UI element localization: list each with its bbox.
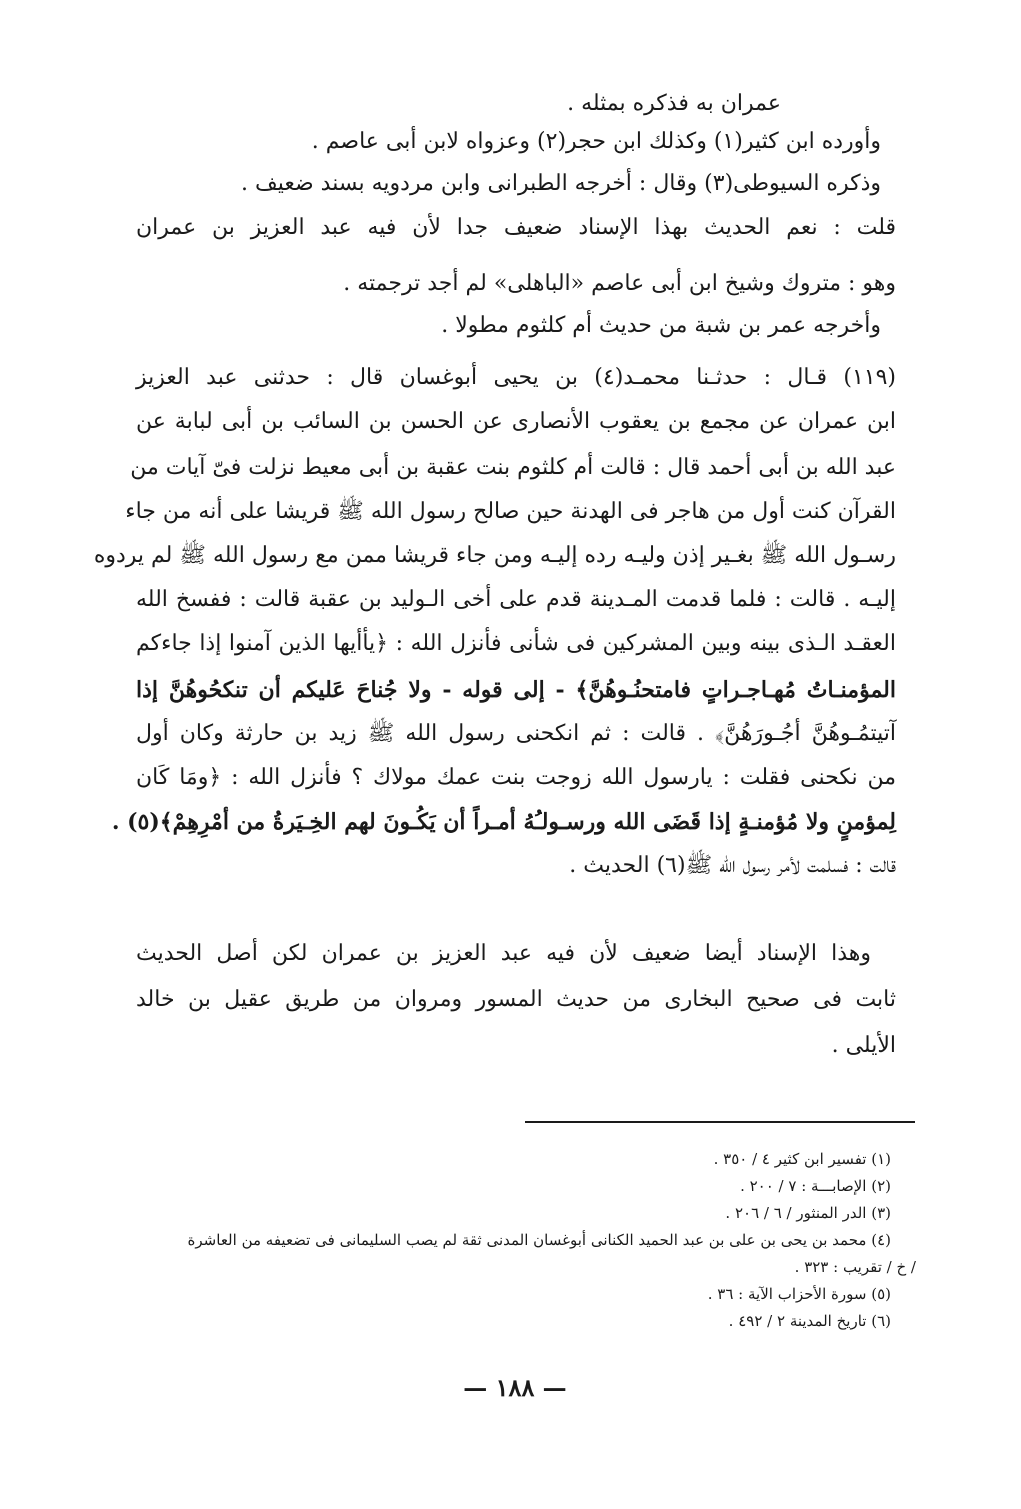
body-line-13: العقـد الـذى بينه وبين المشركين فى شأنى فأنزل الله : ﴿يأأيها الذين آمنوا إذا جاءكم [136,631,896,656]
body-line-2: وأورده ابن كثير(١) وكذلك ابن حجر(٢) وعزواه لابن أبى عاصم . [311,129,881,154]
footnote-6: (٦) تاريخ المدينة ٢ / ٤٩٢ . [728,1312,891,1330]
body-line-4: قلت : نعم الحديث بهذا الإسناد ضعيف جدا لأن فيه عبد العزيز بن عمران [136,215,896,240]
footnote-5: (٥) سورة الأحزاب الآية : ٣٦ . [707,1285,891,1303]
body-line-1: عمران به فذكره بمثله . [567,91,781,116]
body-line-7: (١١٩) قـال : حدثـنا محمـد(٤) بن يحيى أبوغسان قال : حدثنى عبد العزيز [136,365,896,390]
closing-line-3: الأيلى . [831,1033,896,1058]
footnote-2: (٢) الإصابـــة : ٧ / ٢٠٠ . [740,1177,891,1195]
footnote-1: (١) تفسير ابن كثير ٤ / ٣٥٠ . [713,1150,891,1168]
body-line-10: القرآن كنت أول من هاجر فى الهدنة حين صالح رسول الله ﷺ قريشا على أنه من جاء [125,499,896,524]
body-line-9: عبد الله بن أبى أحمد قال : قالت أم كلثوم بنت عقبة بن أبى معيط نزلت فىّ آيات من [130,455,896,480]
body-line-15: آتيتمُـوهُنَّ أجُـورَهُنَّ﴾ . قالت : ثم انكحنى رسول الله ﷺ زيد بن حارثة وكان أول [136,721,896,746]
body-line-14: المؤمنـاتُ مُهـاجـراتٍ فامتحنُـوهُنَّ﴾ - إلى قوله - ولا جُناحَ عَليكم أن تنكحُوهُنَّ إذا [136,677,896,703]
footnote-4: (٤) محمد بن يحى بن على بن عبد الحميد الكنانى أبوغسان المدنى ثقة لم يصب السليمانى فى تضعيفه من العاشرة [187,1231,891,1249]
closing-line-1: وهذا الإسناد أيضا ضعيف لأن فيه عبد العزيز بن عمران لكن أصل الحديث [136,941,871,966]
body-line-12: إليـه . قالت : فلما قدمت المـدينة قدم على أخى الـوليد بن عقبة قالت : ففسخ الله [136,587,896,612]
body-line-3: وذكره السيوطى(٣) وقال : أخرجه الطبرانى وابن مردويه بسند ضعيف . [241,171,881,196]
body-line-8: ابن عمران عن مجمع بن يعقوب الأنصارى عن الحسن بن السائب بن أبى لبابة عن [136,409,896,434]
page-number: — ١٨٨ — [463,1373,567,1402]
footnote-3: (٣) الدر المنثور / ٦ / ٢٠٦ . [725,1204,891,1222]
body-line-6: وأخرجه عمر بن شبة من حديث أم كلثوم مطولا . [441,313,881,338]
footnote-4-cont: / خ / تقريب : ٣٢٣ . [794,1258,916,1276]
body-line-11: رسـول الله ﷺ بغـير إذن وليـه رده إليـه ومن جاء قريشا ممن مع رسول الله ﷺ لم يردوه [93,543,896,568]
closing-line-2: ثابت فى صحيح البخارى من حديث المسور ومروان من طريق عقيل بن خالد [136,987,896,1012]
footnote-separator [525,1121,915,1123]
body-line-16: من نكحنى فقلت : يارسول الله زوجت بنت عمك مولاك ؟ فأنزل الله : ﴿ومَا كَان [136,765,896,790]
body-line-18: قالت : فسلمت لأمر رسول الله ﷺ(٦) الحديث . [569,853,896,878]
body-line-5: وهو : متروك وشيخ ابن أبى عاصم «الباهلى» لم أجد ترجمته . [343,271,896,296]
body-line-17: لِمؤمنٍ ولا مُؤمنـةٍ إذا قَضَى الله ورسـولـُهُ أمـراً أن يَكُـونَ لهم الخِـيَرةُ من أمْرِهِمْ﴾(٥) . [111,809,896,835]
